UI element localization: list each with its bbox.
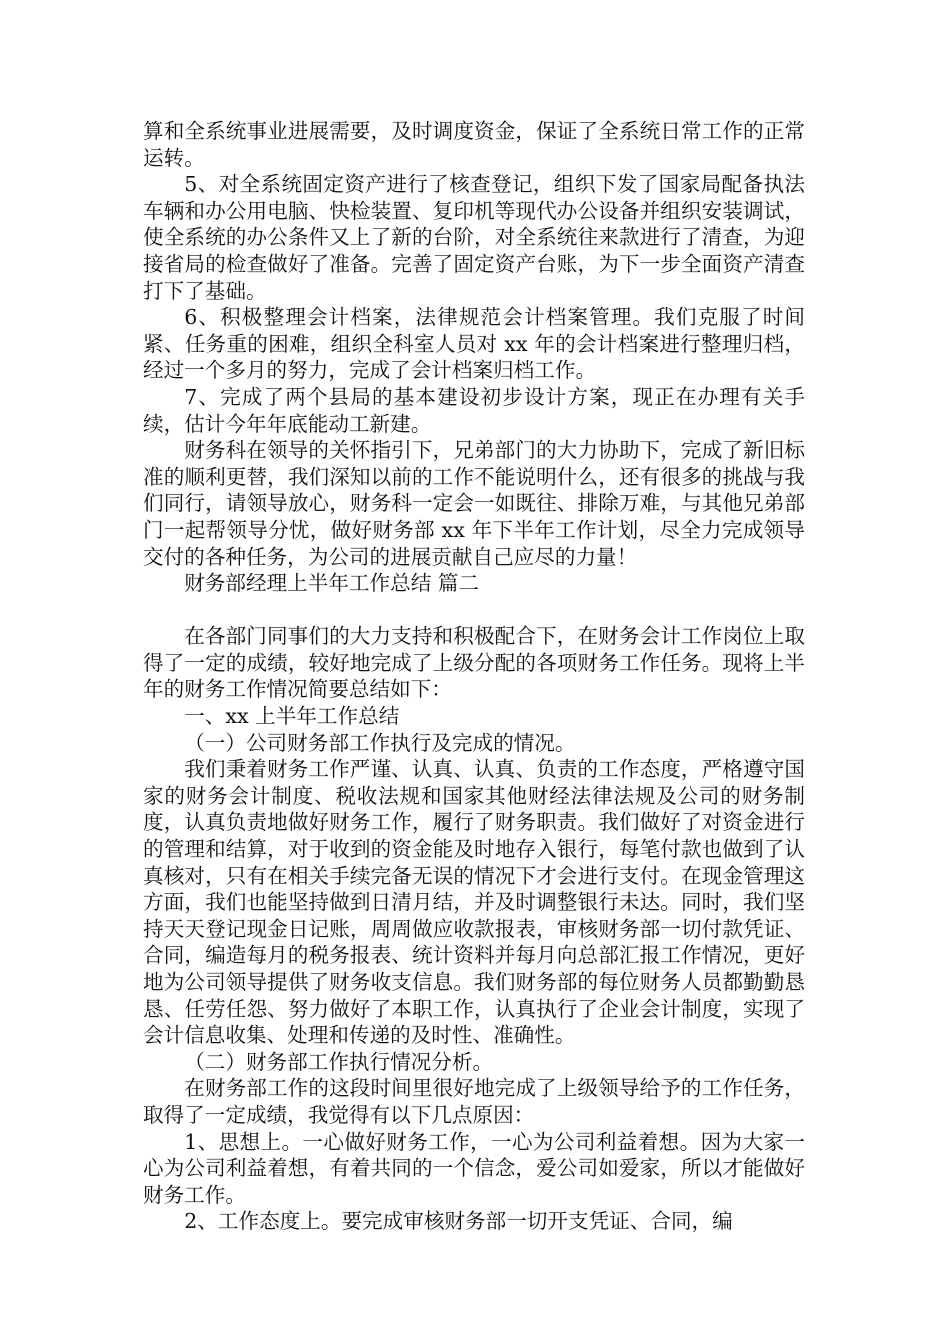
paragraph-item-6: 6、积极整理会计档案，法律规范会计档案管理。我们克服了时间紧、任务重的困难，组织全科室人员对 xx 年的会计档案进行整理归档，经过一个多月的努力，完成了会计档案归档工作。 — [143, 305, 805, 383]
paragraph-reason-1: 1、思想上。一心做好财务工作，一心为公司利益着想。因为大家一心为公司利益着想，有着共同的一个信念，爱公司如爱家，所以才能做好财务工作。 — [143, 1129, 805, 1207]
paragraph-conclusion: 财务科在领导的关怀指引下，兄弟部门的大力协助下，完成了新旧标准的顺利更替，我们深知以前的工作不能说明什么，还有很多的挑战与我们同行，请领导放心，财务科一定会一如既往、排除万难，与其他兄弟部门一起帮领导分忧，做好财务部 xx 年下半年工作计划，尽全力完成领导交付的各种任务，为公司的进展贡献自己应尽的力量！ — [143, 438, 805, 569]
heading-first-half-summary: 一、xx 上半年工作总结 — [184, 704, 400, 729]
heading-analysis: （二）财务部工作执行情况分析。 — [184, 1049, 494, 1074]
paragraph-continuation: 算和全系统事业进展需要，及时调度资金，保证了全系统日常工作的正常运转。 — [143, 119, 805, 170]
paragraph-item-5: 5、对全系统固定资产进行了核查登记，组织下发了国家局配备执法车辆和办公用电脑、快检装置、复印机等现代办公设备并组织安装调试，使全系统的办公条件又上了新的台阶，对全系统往来款进行了清查，为迎接省局的检查做好了准备。完善了固定资产台账，为下一步全面资产清查打下了基础。 — [143, 172, 805, 303]
paragraph-item-7: 7、完成了两个县局的基本建设初步设计方案，现正在办理有关手续，估计今年年底能动工新建。 — [143, 384, 805, 436]
paragraph-analysis-intro: 在财务部工作的这段时间里很好地完成了上级领导给予的工作任务，取得了一定成绩，我觉得有以下几点原因： — [143, 1076, 805, 1127]
document-page — [143, 118, 805, 1235]
section-title-part-two: 财务部经理上半年工作总结 篇二 — [184, 571, 480, 596]
paragraph-execution-detail: 我们秉着财务工作严谨、认真、认真、负责的工作态度，严格遵守国家的财务会计制度、税收法规和国家其他财经法律法规及公司的财务制度，认真负责地做好财务工作，履行了财务职责。我们做好了对资金进行的管理和结算，对于收到的资金能及时地存入银行，每笔付款也做到了认真核对，只有在相关手续完备无误的情况下才会进行支付。在现金管理这方面，我们也能坚持做到日清月结，并及时调整银行未达。同时，我们坚持天天登记现金日记账，周周做应收款报表，审核财务部一切付款凭证、合同，编造每月的税务报表、统计资料并每月向总部汇报工作情况，更好地为公司领导提供了财务收支信息。我们财务部的每位财务人员都勤勤恳恳、任劳任怨、努力做好了本职工作，认真执行了企业会计制度，实现了会计信息收集、处理和传递的及时性、准确性。 — [143, 757, 805, 1048]
heading-execution-status: （一）公司财务部工作执行及完成的情况。 — [184, 730, 576, 755]
paragraph-intro: 在各部门同事们的大力支持和积极配合下，在财务会计工作岗位上取得了一定的成绩，较好地完成了上级分配的各项财务工作任务。现将上半年的财务工作情况简要总结如下： — [143, 624, 805, 702]
paragraph-reason-2: 2、工作态度上。要完成审核财务部一切开支凭证、合同，编 — [184, 1209, 733, 1234]
blank-line — [143, 597, 805, 624]
